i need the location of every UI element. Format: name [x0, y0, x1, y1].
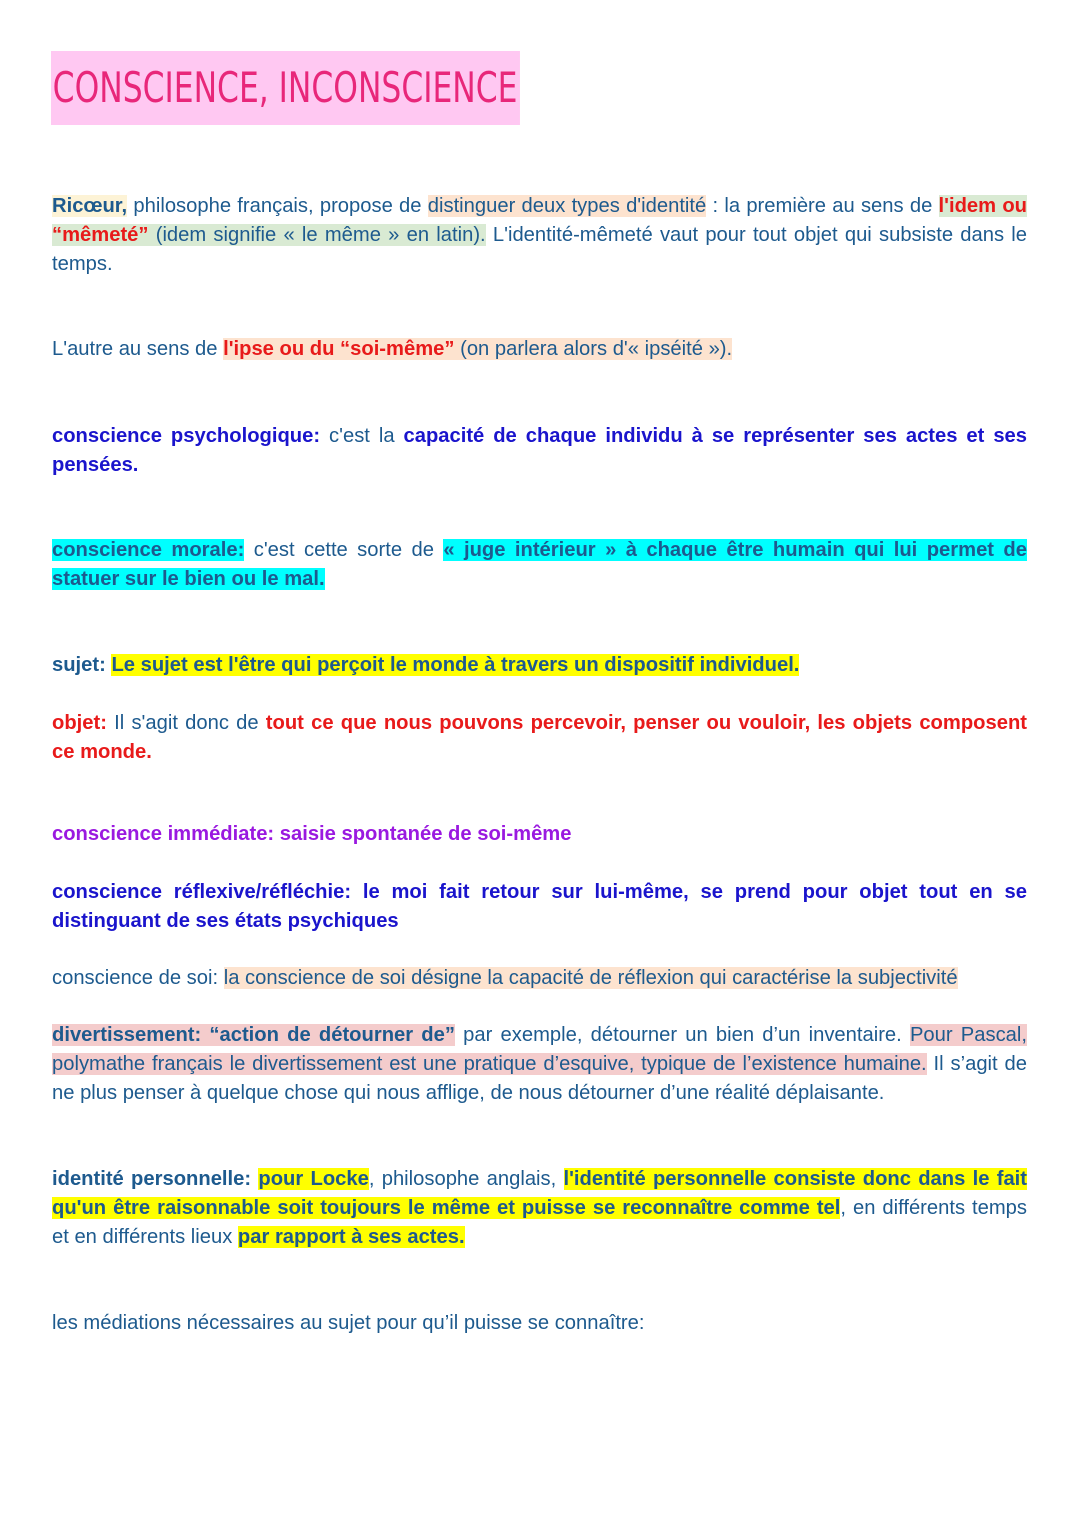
term-ricoeur: Ricœur, [52, 195, 128, 217]
paragraph-mediations: les médiations nécessaires au sujet pour qu’il puisse se connaître: [52, 1312, 645, 1334]
paragraph-objet: objet: Il s'agit donc de tout ce que nous pouvons percevoir, penser ou vouloir, les objets composent ce monde. [52, 712, 1027, 763]
paragraph-ricoeur: Ricœur, philosophe français, propose de distinguer deux types d'identité : la première au sens de l'idem ou “mêmeté” (idem signifie « le même » en latin). L'identité-mêmeté vaut pour tout objet qui subsiste dans le temps. [52, 195, 1027, 275]
paragraph-sujet: sujet: Le sujet est l'être qui perçoit le monde à travers un dispositif individuel. [52, 654, 800, 676]
term-sujet: sujet: [52, 654, 106, 676]
paragraph-identite-personnelle: identité personnelle: pour Locke, philosophe anglais, l'identité personnelle consiste donc dans le fait qu'un être raisonnable soit toujours le même et puisse se reconnaître comme tel, en différents temps et en différents lieux par rapport à ses actes. [52, 1168, 1028, 1248]
term-ipse: l'ipse ou du “soi-même” [223, 338, 455, 360]
paragraph-conscience-de-soi: conscience de soi: la conscience de soi désigne la capacité de réflexion qui caractérise la subjectivité [52, 967, 958, 989]
term-conscience-psychologique: conscience psychologique: [52, 425, 321, 447]
term-conscience-morale: conscience morale: [52, 539, 245, 561]
term-divertissement: divertissement: “action de détourner de” [52, 1024, 455, 1046]
paragraph-conscience-reflexive [52, 878, 1027, 936]
term-conscience-de-soi: conscience de soi: [52, 967, 224, 989]
term-conscience-immediate: conscience immédiate: saisie spontanée de soi-même [52, 823, 572, 845]
term-identite-personnelle: identité personnelle: [52, 1168, 252, 1190]
paragraph-conscience-morale: conscience morale: c'est cette sorte de « juge intérieur » à chaque être humain qui lui permet de statuer sur le bien ou le mal. [52, 539, 1027, 590]
paragraph-divertissement: divertissement: “action de détourner de” par exemple, détourner un bien d’un inventaire. Pour Pascal, polymathe français le divertissement est une pratique d’esquive, typique de l’existence humaine. Il s’agit de ne plus penser à quelque chose qui nous afflige, de nous détourner d’une réalité déplaisante. [52, 1024, 1028, 1104]
paragraph-conscience-immediate [52, 820, 1027, 849]
page-title: CONSCIENCE, INCONSCIENCE [51, 51, 520, 125]
paragraph-ipse: L'autre au sens de l'ipse ou du “soi-même” (on parlera alors d'« ipséité »). [52, 338, 733, 360]
term-idem: l'idem ou “mêmeté” [52, 195, 1027, 246]
term-objet: objet: [52, 712, 107, 734]
term-conscience-reflexive: conscience réflexive/réfléchie: le moi fait retour sur lui-même, se prend pour objet tout en se distinguant de ses états psychiques [52, 881, 1027, 932]
paragraph-conscience-psychologique: conscience psychologique: c'est la capacité de chaque individu à se représenter ses actes et ses pensées. [52, 425, 1027, 476]
